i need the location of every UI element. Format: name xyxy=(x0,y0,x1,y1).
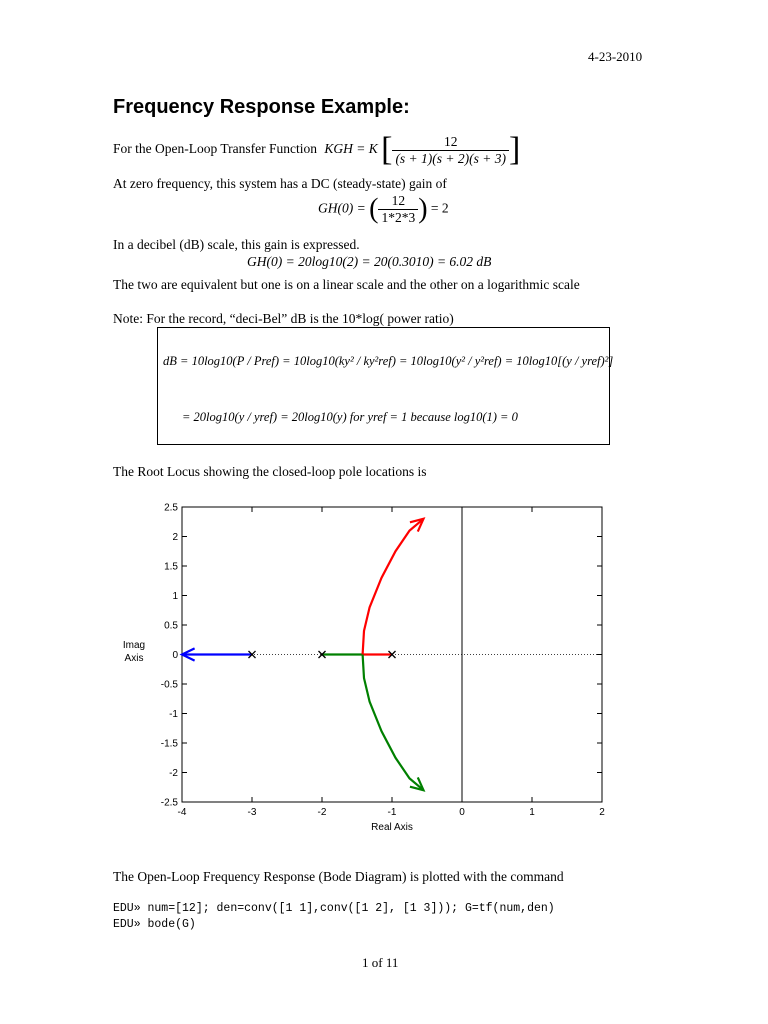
root-locus-chart xyxy=(110,494,620,840)
x-axis-label: Real Axis xyxy=(371,822,413,833)
y-tick-label: -2 xyxy=(169,768,178,779)
y-tick-label: 1.5 xyxy=(164,561,178,573)
y-tick-label: -1 xyxy=(169,709,178,720)
gh0-denominator: 1*2*3 xyxy=(381,210,416,225)
y-tick-label: 2 xyxy=(172,532,178,543)
x-tick-label: -4 xyxy=(177,807,187,818)
y-axis-label: Imag xyxy=(122,640,146,651)
x-tick-label: 0 xyxy=(459,807,465,818)
root-locus-text: The Root Locus showing the closed-loop pole locations is xyxy=(113,464,427,479)
gh0-equation: GH(0) = ( $\frac{12}{1*2*3}$ ) = 2 xyxy=(318,193,449,225)
y-tick-label: -1.5 xyxy=(160,738,178,750)
db-text: In a decibel (dB) scale, this gain is expressed. xyxy=(113,237,360,252)
code-line-1: EDU» num=[12]; den=conv([1 1],conv([1 2], [1 3])); G=tf(num,den) xyxy=(113,902,555,915)
y-tick-label: 2.5 xyxy=(164,502,178,514)
page-number: 1 of 11 xyxy=(362,955,399,970)
tf-intro-text: For the Open-Loop Transfer Function xyxy=(113,141,317,157)
gh0-lhs: GH(0) = xyxy=(318,200,366,216)
tf-lhs: KGH = K xyxy=(324,141,378,157)
y-axis-label-line-2: Axis xyxy=(124,653,144,664)
y-tick-label: -2.5 xyxy=(160,797,178,809)
x-tick-label: 2 xyxy=(599,807,605,818)
equivalence-text: The two are equivalent but one is on a linear scale and the other on a logarithmic scale xyxy=(113,277,580,292)
note-text: Note: For the record, “deci-Bel” dB is the 10*log( power ratio) xyxy=(113,311,454,326)
transfer-function-line: For the Open-Loop Transfer Function KGH = K [ $\frac{12}{(s + 1)(s + 2)(s + 3)}$ ] xyxy=(113,131,521,168)
tf-numerator: 12 xyxy=(392,134,509,151)
x-tick-label: -3 xyxy=(247,807,257,818)
gh0-numerator: 12 xyxy=(378,193,418,210)
x-tick-label: -2 xyxy=(317,807,327,818)
gh0-fraction xyxy=(378,193,418,226)
x-tick-label: -1 xyxy=(387,807,397,818)
y-tick-label: 0 xyxy=(172,650,178,661)
y-tick-label: 1 xyxy=(172,591,178,602)
bode-text: The Open-Loop Frequency Response (Bode Diagram) is plotted with the command xyxy=(113,869,564,884)
dc-gain-text: At zero frequency, this system has a DC (steady-state) gain of xyxy=(113,176,447,191)
y-tick-label: -0.5 xyxy=(160,679,178,691)
tf-denominator: (s + 1)(s + 2)(s + 3) xyxy=(395,150,507,166)
code-line-2: EDU» bode(G) xyxy=(113,918,196,931)
page-title: Frequency Response Example: xyxy=(113,96,410,118)
gh0-rhs: = 2 xyxy=(430,200,449,216)
tf-fraction xyxy=(392,134,509,167)
page-date: 4-23-2010 xyxy=(588,49,643,64)
x-tick-label: 1 xyxy=(529,807,535,818)
db-definition-box xyxy=(157,327,614,445)
db-equation: GH(0) = 20log10(2) = 20(0.3010) = 6.02 dB xyxy=(247,254,492,269)
y-tick-label: 0.5 xyxy=(164,620,178,632)
box-equation-line-1: dB = 10log10(P / Pref) = 10log10(ky² / ky²ref) = 10log10(y² / y²ref) = 10log10[(y / yref)²] xyxy=(163,354,614,368)
box-equation-line-2: = 20log10(y / yref) = 20log10(y) for yref = 1 because log10(1) = 0 xyxy=(182,410,518,424)
